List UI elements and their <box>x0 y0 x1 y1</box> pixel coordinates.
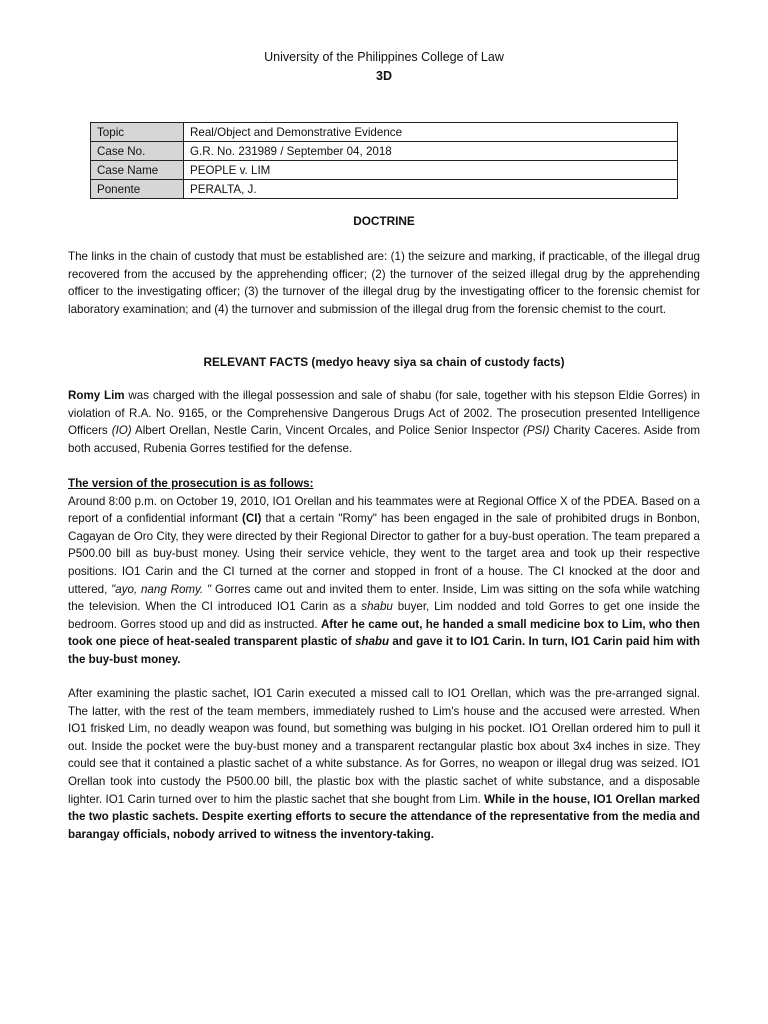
facts-text: that a certain "Romy" has been engaged in the sale of prohibited drugs in Bonbon, Cagayan de Oro City, they were directed by their Regional Director to gather for a buy-bust operation. The team prepared a P500.00 bill as buy-bust money. Using their service vehicle, they went to the target area and took up their respective positions. IO1 Carin and the CI turned at the corner and stopped in front of a house. The CI knocked at the door and uttered, <box>68 512 700 596</box>
emphasized-text: After he came out, he handed a small medicine box to Lim, who then took one piece of heat-sealed transparent plastic of <box>68 617 700 649</box>
prosecution-section <box>68 475 700 669</box>
facts-text: After examining the plastic sachet, IO1 Carin executed a missed call to IO1 Orellan, which was the pre-arranged signal. The latter, with the rest of the team members, immediately rushed to Lim's house and the accused were arrested. When IO1 frisked Lim, no deadly weapon was found, but something was bulging in his pocket. IO1 Orellan ordered him to pull it out. Inside the pocket were the buy-bust money and a transparent rectangular plastic box about 3x4 inches in size. They could see that it contained a plastic sachet of a white substance. As for Gorres, no weapon or illegal drug was seized. IO1 Orellan took into custody the P500.00 bill, the plastic box with the plastic sachet of white substance, and a disposable lighter. IO1 Carin turned over to him the plastic sachet that she bought from Lim. <box>68 687 700 806</box>
relevant-facts-title: RELEVANT FACTS (medyo heavy siya sa chain of custody facts) <box>203 355 565 369</box>
topic-value: Real/Object and Demonstrative Evidence <box>184 123 678 142</box>
italic-term: shabu <box>354 635 390 649</box>
topic-label: Topic <box>91 123 184 142</box>
section-heading: 3D <box>376 69 392 83</box>
case-info-table <box>90 122 678 199</box>
case-name-label: Case Name <box>91 161 184 180</box>
table-row <box>91 142 678 161</box>
table-row <box>91 123 678 142</box>
quoted-utterance: "ayo, nang Romy. " <box>111 582 212 596</box>
italic-term: shabu <box>361 600 393 614</box>
facts-text: was charged with the illegal possession and sale of shabu (for sale, together with his stepson Eldie Gorres) in violation of R.A. No. 9165, or the Comprehensive Dangerous Drugs Act of 2002. The prosecution presented Intelligence Officers <box>68 389 700 438</box>
doctrine-paragraph <box>68 248 700 318</box>
ponente-label: Ponente <box>91 180 184 199</box>
doctrine-title: DOCTRINE <box>353 214 415 228</box>
psi-abbrev: (PSI) <box>523 424 550 438</box>
facts-text: buyer, Lim nodded and told Gorres to get one inside the bedroom. Gorres stood up and did as instructed. <box>68 600 701 631</box>
facts-text: Gorres came out and invited them to enter. Inside, Lim was sitting on the sofa while watching the television. When the CI introduced IO1 Carin as a <box>68 582 700 614</box>
case-no-value: G.R. No. 231989 / September 04, 2018 <box>184 142 678 161</box>
facts-text: Around 8:00 p.m. on October 19, 2010, IO1 Orellan and his teammates were at Regional Office X of the PDEA. Based on a report of a confidential informant <box>68 494 700 526</box>
table-row <box>91 161 678 180</box>
table-row <box>91 180 678 199</box>
institution-heading: University of the Philippines College of Law <box>264 50 504 64</box>
facts-paragraph-3 <box>68 685 700 843</box>
case-no-label: Case No. <box>91 142 184 161</box>
facts-text: Charity Caceres. Aside from both accused, Rubenia Gorres testified for the defense. <box>68 424 700 455</box>
ci-abbrev: (CI) <box>241 512 262 526</box>
io-abbrev: (IO) <box>111 424 132 438</box>
prosecution-heading: The version of the prosecution is as follows: <box>68 477 314 490</box>
emphasized-text: While in the house, IO1 Orellan marked the two plastic sachets. Despite exerting efforts to secure the attendance of the representative from the media and barangay officials, nobody arrived to witness the inventory-taking. <box>68 792 700 841</box>
emphasized-text: and gave it to IO1 Carin. In turn, IO1 Carin paid him with the buy-bust money. <box>68 635 700 666</box>
case-name-value: PEOPLE v. LIM <box>184 161 678 180</box>
ponente-value: PERALTA, J. <box>184 180 678 199</box>
accused-name: Romy Lim <box>68 389 125 402</box>
facts-text: Albert Orellan, Nestle Carin, Vincent Orcales, and Police Senior Inspector <box>131 424 524 438</box>
doctrine-text: The links in the chain of custody that must be established are: (1) the seizure and marking, if practicable, of the illegal drug recovered from the accused by the apprehending officer; (2) the turnover of the seized illegal drug by the apprehending officer to the investigating officer; (3) the turnover of the illegal drug by the investigating officer to the forensic chemist for laboratory examination; and (4) the turnover and submission of the illegal drug from the forensic chemist to the court. <box>68 250 700 316</box>
facts-paragraph-1 <box>68 387 700 457</box>
